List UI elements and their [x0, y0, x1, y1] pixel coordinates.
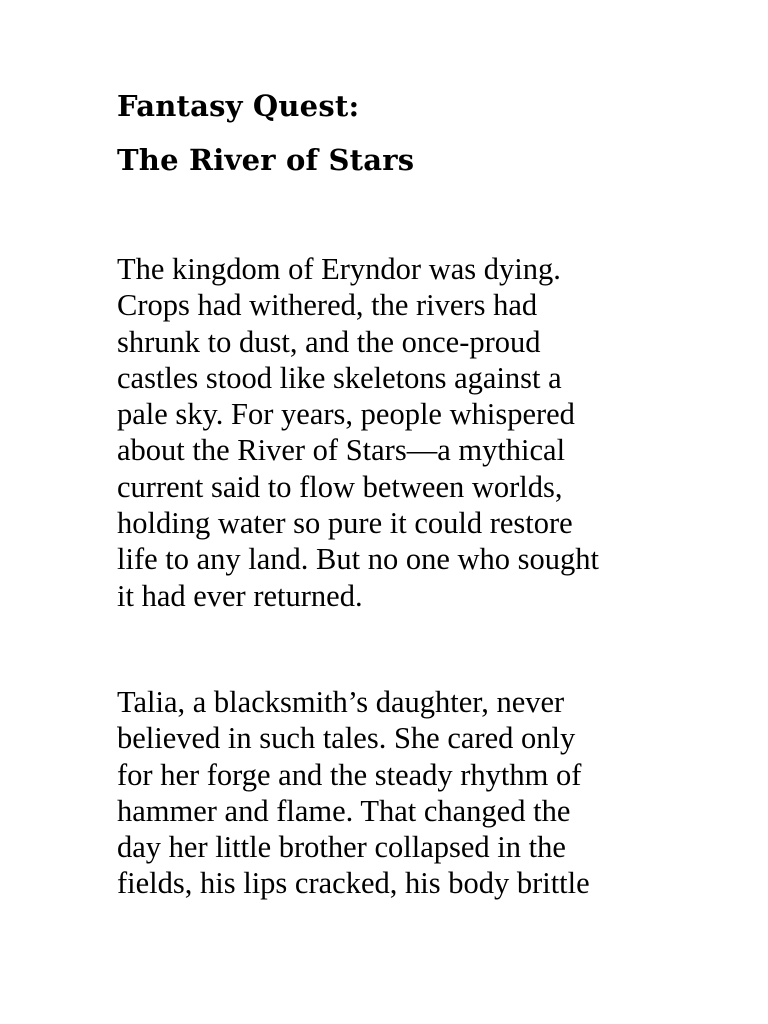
paragraph-line: fields, his lips cracked, his body brittle [117, 866, 590, 901]
paragraph-2 [117, 684, 677, 902]
paragraph-line: believed in such tales. She cared only [117, 721, 576, 756]
paragraph-line: castles stood like skeletons against a [117, 360, 562, 395]
title-line-2: The River of Stars [117, 143, 415, 177]
paragraph-line: about the River of Stars—a mythical [117, 433, 566, 468]
paragraph-line: holding water so pure it could restore [117, 506, 573, 541]
paragraph-1 [117, 251, 677, 614]
paragraph-line: shrunk to dust, and the once-proud [117, 324, 541, 359]
paragraph-line: The kingdom of Eryndor was dying. [117, 252, 561, 286]
paragraph-line: Talia, a blacksmith’s daughter, never [117, 685, 565, 719]
title-line-1: Fantasy Quest: [117, 89, 360, 123]
paragraph-line: current said to flow between worlds, [117, 469, 563, 504]
paragraph-line: hammer and flame. That changed the [117, 793, 571, 828]
paragraph-line: life to any land. But no one who sought [117, 542, 600, 577]
paragraph-line: day her little brother collapsed in the [117, 830, 566, 865]
paragraph-line: Crops had withered, the rivers had [117, 288, 538, 323]
paragraph-line: for her forge and the steady rhythm of [117, 757, 582, 792]
paragraph-line: it had ever returned. [117, 578, 363, 613]
paragraph-line: pale sky. For years, people whispered [117, 397, 575, 432]
